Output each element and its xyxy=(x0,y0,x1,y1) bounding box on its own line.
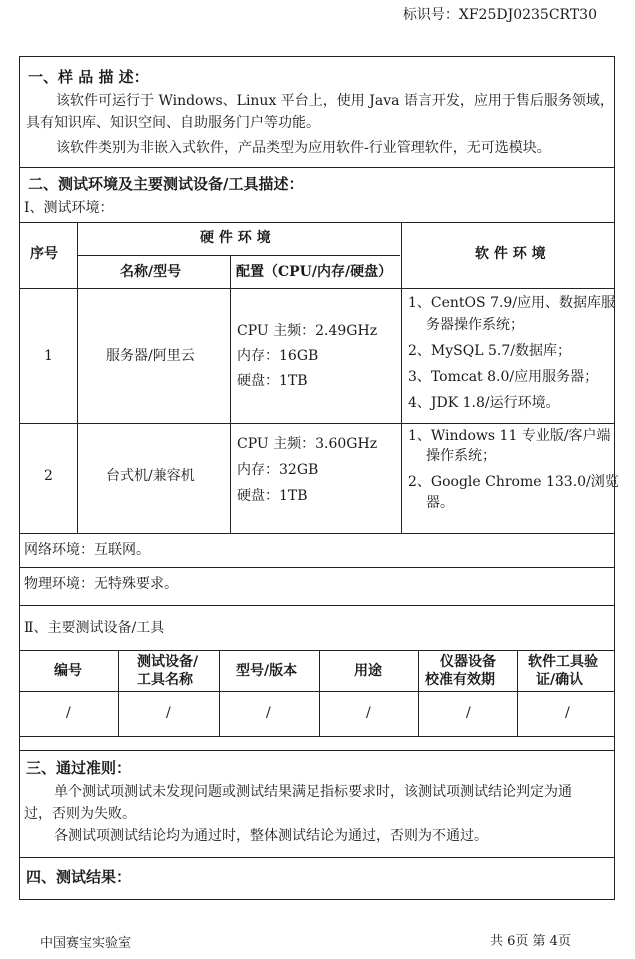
physical-env: 物理环境：无特殊要求。 xyxy=(24,576,178,592)
row1-sw1a: 1、CentOS 7.9/应用、数据库服 xyxy=(408,295,616,311)
row2-mem: 内存：32GB xyxy=(237,462,319,478)
tools-col-calib-a: 仪器设备 xyxy=(440,654,496,670)
table-border xyxy=(20,650,614,651)
table-border xyxy=(401,222,402,533)
row1-sw1b: 务器操作系统； xyxy=(426,317,524,333)
table-border xyxy=(77,255,400,256)
table-border xyxy=(20,691,614,692)
row1-mem: 内存：16GB xyxy=(237,348,319,364)
col-header-name: 名称/型号 xyxy=(120,264,182,280)
row2-seq: 2 xyxy=(44,468,53,484)
table-border xyxy=(418,650,419,736)
table-border xyxy=(20,533,614,534)
report-frame xyxy=(19,56,619,900)
row2-sw2a: 2、Google Chrome 133.0/浏览 xyxy=(408,474,619,490)
tools-col-verify-a: 软件工具验 xyxy=(528,654,598,670)
table-border xyxy=(517,650,518,736)
tools-cell: / xyxy=(166,705,171,721)
network-env: 网络环境：互联网。 xyxy=(24,542,150,558)
table-border xyxy=(20,222,614,223)
document-identifier: 标识号：XF25DJ0235CRT30 xyxy=(402,7,597,23)
footer-lab: 中国赛宝实验室 xyxy=(40,936,132,951)
col-header-config: 配置（CPU/内存/硬盘） xyxy=(236,264,393,280)
tools-col-model: 型号/版本 xyxy=(236,663,298,679)
table-border xyxy=(219,650,220,736)
section2-title: 二、测试环境及主要测试设备/工具描述： xyxy=(28,175,304,193)
table-border xyxy=(20,288,614,289)
footer-page: 共 6页 第 4页 xyxy=(490,934,571,949)
tools-cell: / xyxy=(66,705,71,721)
section3-title: 三、通过准则： xyxy=(26,759,132,777)
test-env-title: Ⅰ、测试环境： xyxy=(24,200,114,216)
tools-cell: / xyxy=(565,705,570,721)
row2-sw1b: 操作系统； xyxy=(426,448,496,464)
divider xyxy=(20,750,614,751)
row2-sw2b: 器。 xyxy=(426,495,454,511)
section1-para2: 该软件类别为非嵌入式软件，产品类型为应用软件-行业管理软件，无可选模块。 xyxy=(56,140,551,156)
divider xyxy=(20,857,614,858)
divider xyxy=(20,567,614,568)
tools-cell: / xyxy=(266,705,271,721)
section1-title: 一、样 品 描 述： xyxy=(28,68,149,86)
row1-seq: 1 xyxy=(44,348,53,364)
row1-name: 服务器/阿里云 xyxy=(106,348,195,364)
col-header-seq: 序号 xyxy=(30,246,58,262)
tools-col-name-a: 测试设备/ xyxy=(137,654,199,670)
col-header-hardware: 硬 件 环 境 xyxy=(200,230,271,246)
section3-line2: 过，否则为失败。 xyxy=(24,806,136,822)
tools-col-id: 编号 xyxy=(54,663,82,679)
col-header-software: 软 件 环 境 xyxy=(475,246,546,262)
row2-cpu: CPU 主频：3.60GHz xyxy=(237,436,378,452)
table-border xyxy=(118,650,119,736)
section4-title: 四、测试结果： xyxy=(26,868,132,886)
tools-col-calib-b: 校准有效期 xyxy=(425,672,495,688)
tools-cell: / xyxy=(466,705,471,721)
tools-col-use: 用途 xyxy=(354,663,382,679)
table-border xyxy=(20,736,614,737)
row1-sw2: 2、MySQL 5.7/数据库； xyxy=(408,343,571,359)
divider xyxy=(20,605,614,606)
table-border xyxy=(230,255,231,533)
row2-name: 台式机/兼容机 xyxy=(106,468,195,484)
divider xyxy=(20,167,614,168)
table-border xyxy=(77,222,78,533)
table-border xyxy=(20,423,614,424)
tools-cell: / xyxy=(366,705,371,721)
tools-col-verify-b: 证/确认 xyxy=(536,672,584,688)
tools-title: Ⅱ、主要测试设备/工具 xyxy=(24,620,165,636)
tools-col-name-b: 工具名称 xyxy=(137,672,193,688)
section1-para1-line1: 该软件可运行于 Windows、Linux 平台上，使用 Java 语言开发，应用于售后服务领域， xyxy=(56,93,614,109)
section3-line3: 各测试项测试结论均为通过时，整体测试结论为通过，否则为不通过。 xyxy=(54,828,488,844)
table-border xyxy=(319,650,320,736)
row2-sw1a: 1、Windows 11 专业版/客户端 xyxy=(408,428,611,444)
row1-sw4: 4、JDK 1.8/运行环境。 xyxy=(408,395,560,411)
row1-sw3: 3、Tomcat 8.0/应用服务器； xyxy=(408,369,599,385)
section3-line1: 单个测试项测试未发现问题或测试结果满足指标要求时，该测试项测试结论判定为通 xyxy=(54,784,572,800)
row1-cpu: CPU 主频：2.49GHz xyxy=(237,323,378,339)
row2-disk: 硬盘：1TB xyxy=(237,488,308,504)
row1-disk: 硬盘：1TB xyxy=(237,373,308,389)
section1-para1-line2: 具有知识库、知识空间、自助服务门户等功能。 xyxy=(26,115,320,131)
